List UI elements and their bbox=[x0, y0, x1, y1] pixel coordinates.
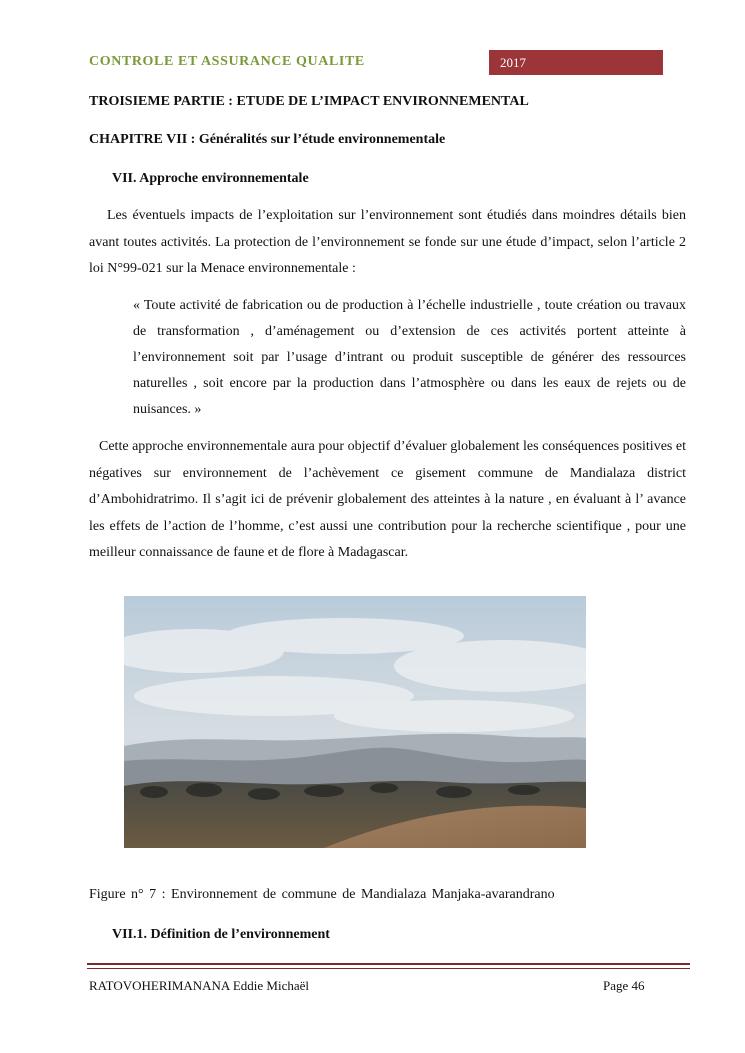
landscape-photo bbox=[124, 596, 586, 848]
header-title: CONTROLE ET ASSURANCE QUALITE bbox=[89, 54, 365, 69]
footer-rule-thick bbox=[87, 963, 690, 965]
footer-author: RATOVOHERIMANANA Eddie Michaël bbox=[89, 978, 310, 993]
chapter-heading: CHAPITRE VII : Généralités sur l’étude environnementale bbox=[89, 132, 446, 147]
footer-page-number: Page 46 bbox=[603, 978, 645, 993]
legal-quote: « Toute activité de fabrication ou de production à l’échelle industrielle , toute création ou travaux de transformation , d’aménagement ou d’extension de ces activités portent atteinte à l’environnement soit par l’usage d’intrant ou produit susceptible de générer des ressources naturelles , soit encore par la production dans l’atmosphère ou dans les eaux de rejets ou de nuisances. » bbox=[133, 298, 686, 417]
intro-paragraph: Les éventuels impacts de l’exploitation sur l’environnement sont étudiés dans moindres détails bien avant toutes activités. La protection de l’environnement se fonde sur une étude d’impact, selon l’article 2 loi N°99-021 sur la Menace environnementale : bbox=[89, 208, 686, 276]
figure-caption: Figure n° 7 : Environnement de commune de Mandialaza Manjaka-avarandrano bbox=[89, 887, 555, 902]
footer-rule-thin bbox=[87, 968, 690, 969]
approach-paragraph: Cette approche environnementale aura pour objectif d’évaluer globalement les conséquences positives et négatives sur environnement de l’achèvement ce gisement commune de Mandialaza district d’Ambohidratrimo. Il s’agit ici de prévenir globalement des atteintes à la nature , en évaluant à l’ avance les effets de l’action de l’homme, c’est aussi une contribution pour la recherche scientifique , pour une meilleur connaissance de faune et de flore à Madagascar. bbox=[89, 439, 686, 560]
section-heading: VII. Approche environnementale bbox=[112, 171, 309, 186]
subsection-heading: VII.1. Définition de l’environnement bbox=[112, 927, 330, 942]
header-year-badge: 2017 bbox=[489, 50, 663, 75]
part-heading: TROISIEME PARTIE : ETUDE DE L’IMPACT ENVIRONNEMENTAL bbox=[89, 94, 529, 109]
